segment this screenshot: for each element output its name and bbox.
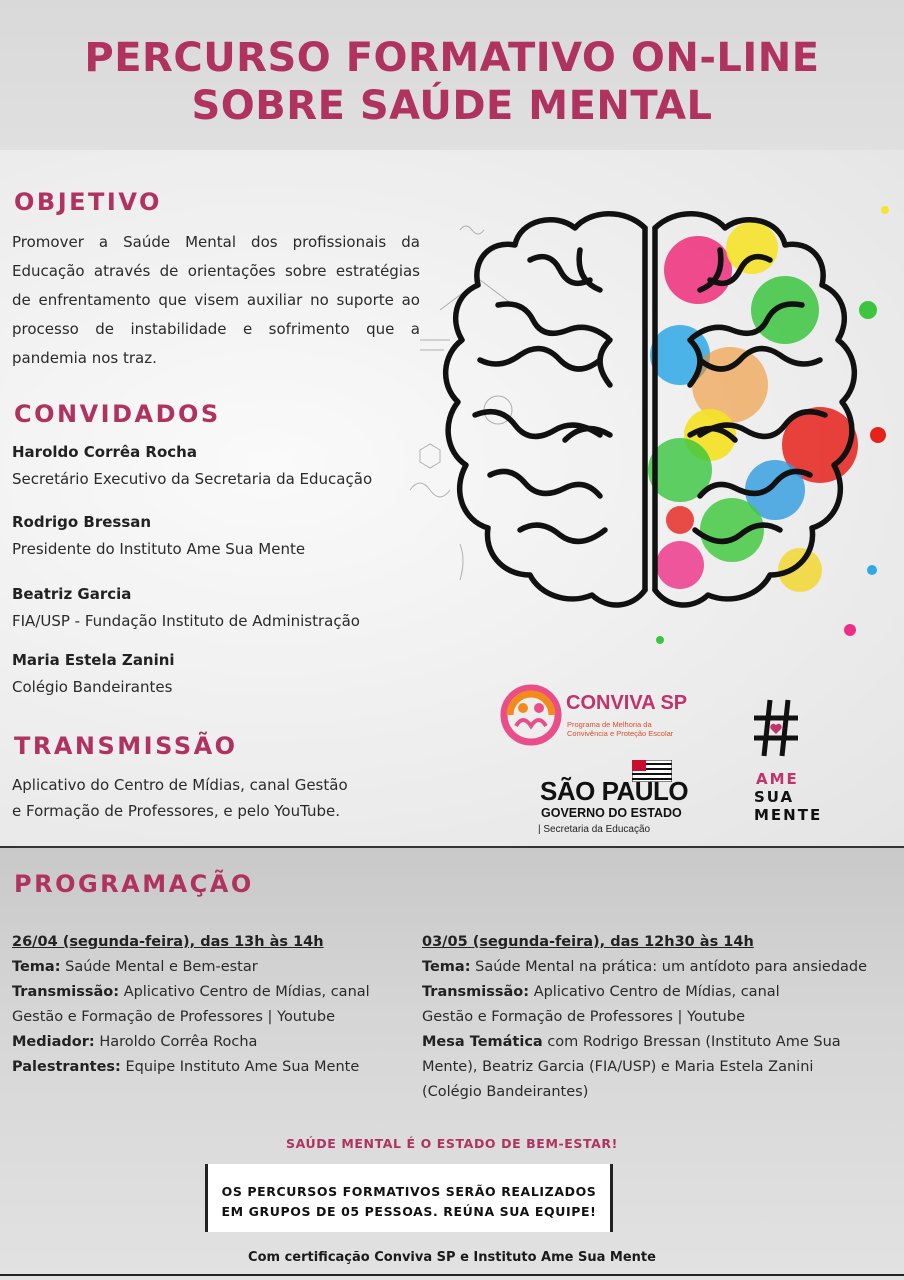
objective-text: Promover a Saúde Mental dos profissionais da Educação através de orientações sobre estratégias de enfrentamento que visem auxiliar no suporte ao processo de instabilidade e sofrimento que a pandemia nos traz.: [12, 233, 420, 367]
session-date: 26/04 (segunda-feira), das 13h às 14h: [12, 934, 324, 950]
ame-sua-mente-logo: [752, 696, 842, 826]
session-transmission-cont: Gestão e Formação de Professores | Youtube: [422, 1009, 746, 1025]
session-panel-cont: Mente), Beatriz Garcia (FIA/USP) e Maria Estela Zanini: [422, 1059, 814, 1075]
notice-line: EM GRUPOS DE 05 PESSOAS. REÚNA SUA EQUIPE!: [221, 1204, 597, 1219]
speakers-label: Palestrantes:: [12, 1059, 121, 1075]
notice-box: [205, 1164, 613, 1232]
session-transmission: [422, 980, 900, 1005]
hashtag-heart-icon: [752, 696, 800, 760]
session-speakers: [12, 1055, 412, 1080]
sao-paulo-logo: [538, 760, 708, 840]
objective-heading: OBJETIVO: [14, 188, 162, 216]
guest-item: [12, 582, 442, 636]
guest-item: [12, 510, 442, 564]
conviva-subtitle: [567, 720, 717, 738]
ame-word: AME: [756, 770, 799, 788]
brain-illustration: [380, 190, 904, 660]
mediator-value: Haroldo Corrêa Rocha: [99, 1034, 258, 1050]
guest-role: Presidente do Instituto Ame Sua Mente: [12, 540, 306, 558]
conviva-subtitle-line: Programa de Melhoria da: [567, 720, 652, 729]
page-title: [0, 34, 904, 130]
transmission-line: Aplicativo do Centro de Mídias, canal Gestão: [12, 776, 348, 794]
transmission-value: Aplicativo Centro de Mídias, canal: [123, 984, 370, 1000]
brain-left-hemisphere: [446, 214, 645, 605]
mente-word: MENTE: [754, 806, 823, 824]
guest-name: Rodrigo Bressan: [12, 513, 152, 531]
panel-value: com Rodrigo Bressan (Instituto Ame Sua: [547, 1034, 841, 1050]
conviva-title: CONVIVA SP: [566, 692, 688, 714]
session-topic: [12, 955, 412, 980]
conviva-emblem-icon: [500, 684, 562, 746]
guest-role: Colégio Bandeirantes: [12, 678, 173, 696]
session-panel-cont: (Colégio Bandeirantes): [422, 1084, 589, 1100]
transmission-heading: TRANSMISSÃO: [14, 732, 238, 760]
sp-title: SÃO PAULO: [540, 776, 689, 806]
guest-item: [12, 440, 442, 494]
mediator-label: Mediador:: [12, 1034, 95, 1050]
guest-item: [12, 648, 442, 702]
guest-name: Beatriz Garcia: [12, 585, 132, 603]
session-panel: [422, 1030, 900, 1055]
guests-heading: CONVIDADOS: [14, 400, 221, 428]
session-date: 03/05 (segunda-feira), das 12h30 às 14h: [422, 934, 754, 950]
sp-secretariat: | Secretaria da Educação: [538, 824, 651, 835]
session-topic: [422, 955, 900, 980]
topic-label: Tema:: [422, 959, 471, 975]
conviva-subtitle-line: Convivência e Proteção Escolar: [567, 729, 674, 738]
sp-government: GOVERNO DO ESTADO: [541, 806, 682, 820]
topic-value: Saúde Mental na prática: um antídoto para ansiedade: [475, 959, 868, 975]
section-divider: [0, 846, 904, 848]
bottom-divider: [0, 1274, 904, 1276]
transmission-text: [12, 772, 422, 824]
tagline: SAÚDE MENTAL É O ESTADO DE BEM-ESTAR!: [286, 1136, 618, 1151]
page-title-line1: PERCURSO FORMATIVO ON-LINE: [84, 35, 820, 81]
sua-word: SUA: [754, 788, 795, 806]
guest-name: Haroldo Corrêa Rocha: [12, 443, 197, 461]
program-heading: PROGRAMAÇÃO: [14, 870, 254, 898]
guest-role: Secretário Executivo da Secretaria da Educação: [12, 470, 373, 488]
math-doodles: [410, 226, 520, 580]
transmission-line: e Formação de Professores, e pelo YouTube.: [12, 802, 341, 820]
session-mediator: [12, 1030, 412, 1055]
certification-footer: Com certificação Conviva SP e Instituto Ame Sua Mente: [248, 1250, 656, 1265]
transmission-label: Transmissão:: [422, 984, 530, 1000]
session-transmission-cont: Gestão e Formação de Professores | Youtube: [12, 1009, 336, 1025]
guest-name: Maria Estela Zanini: [12, 651, 175, 669]
conviva-sp-logo: [500, 682, 710, 752]
topic-value: Saúde Mental e Bem-estar: [65, 959, 258, 975]
page-title-line2: SOBRE SAÚDE MENTAL: [191, 83, 713, 129]
transmission-value: Aplicativo Centro de Mídias, canal: [533, 984, 780, 1000]
program-session-2: [422, 930, 900, 1105]
session-transmission: [12, 980, 412, 1005]
speakers-value: Equipe Instituto Ame Sua Mente: [125, 1059, 360, 1075]
transmission-label: Transmissão:: [12, 984, 120, 1000]
topic-label: Tema:: [12, 959, 61, 975]
guest-role: FIA/USP - Fundação Instituto de Administração: [12, 612, 360, 630]
notice-line: OS PERCURSOS FORMATIVOS SERÃO REALIZADOS: [221, 1184, 597, 1199]
program-session-1: [12, 930, 412, 1080]
panel-label: Mesa Temática: [422, 1034, 543, 1050]
